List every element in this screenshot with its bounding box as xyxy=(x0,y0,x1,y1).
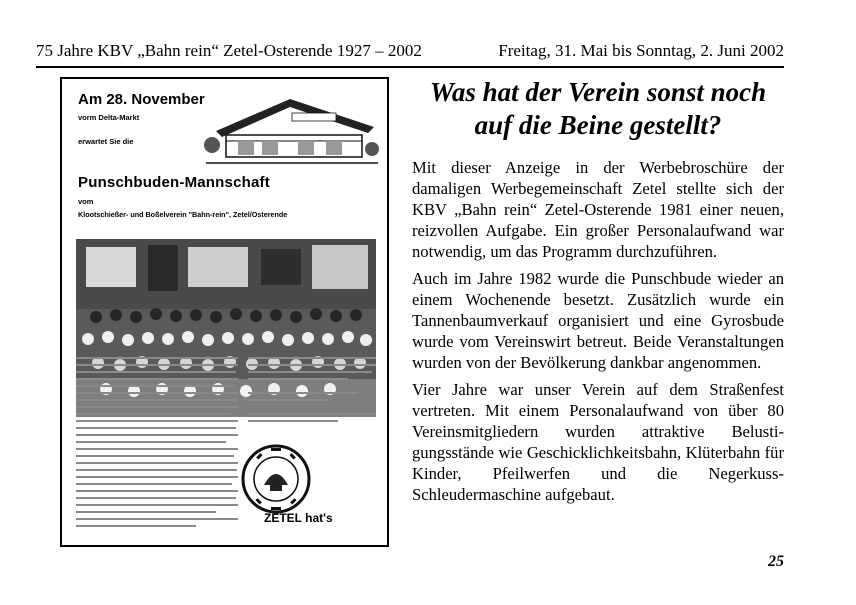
paragraph-3: Vier Jahre war unser Verein auf dem Straßenfest vertreten. Mit einem Personalaufwand von über 80 Vereinsmitgliedern wurden attraktive Belustigungsstände wie Geschicklichkeitsbahn, Klüterbahn für Kinder, Pfeilwerfen und die Negerkuss-Schleudermaschine aufgebaut. xyxy=(412,380,784,504)
running-header xyxy=(36,39,784,63)
page-number: 25 xyxy=(768,553,784,570)
seal-logo xyxy=(240,443,312,515)
advertisement-scan xyxy=(60,77,389,547)
header-title: 75 Jahre KBV „Bahn rein“ Zetel-Osterende 1927 – 2002 xyxy=(36,41,422,60)
ad-date: Am 28. November xyxy=(78,91,205,108)
ad-invite: erwartet Sie die xyxy=(78,137,134,146)
ad-from: vom xyxy=(78,197,94,206)
ad-club: Klootschießer- und Boßelverein "Bahn-rein", Zetel/Osterende xyxy=(78,210,288,219)
group-photo xyxy=(76,239,376,417)
headline-line-2: auf die Beine gestellt? xyxy=(474,110,722,140)
article-body xyxy=(412,157,784,511)
paragraph-2: Auch im Jahre 1982 wurde die Punschbude wieder an einem Wochenende besetzt. Zusätzlich wurde ein Tannenbaumverkauf organisiert und eine Gyrosbude wurde vom Vereinswirt betreut. Beide Veranstaltungen wurden von der Bevölkerung dankbar angenommen. xyxy=(412,269,784,372)
ad-location: vorm Delta-Markt xyxy=(78,113,140,122)
ad-brand: ZETEL hat's xyxy=(264,511,333,525)
headline-line-1: Was hat der Verein sonst noch xyxy=(429,77,767,107)
punch-booth-drawing xyxy=(202,83,382,169)
paragraph-1: Mit dieser Anzeige in der Werbebroschüre der damaligen Werbegemeinschaft Zetel stellte sich der KBV „Bahn rein“ Zetel-Osterende 1981 einer neuen, reizvollen Aufgabe. Ein großer Personalaufwand war notwendig, um das Programm durchzuführen. xyxy=(412,158,784,261)
header-date: Freitag, 31. Mai bis Sonntag, 2. Juni 2002 xyxy=(498,41,784,60)
article-headline xyxy=(408,76,788,142)
header-rule xyxy=(36,66,784,68)
ad-headline: Punschbuden-Mannschaft xyxy=(78,174,270,191)
